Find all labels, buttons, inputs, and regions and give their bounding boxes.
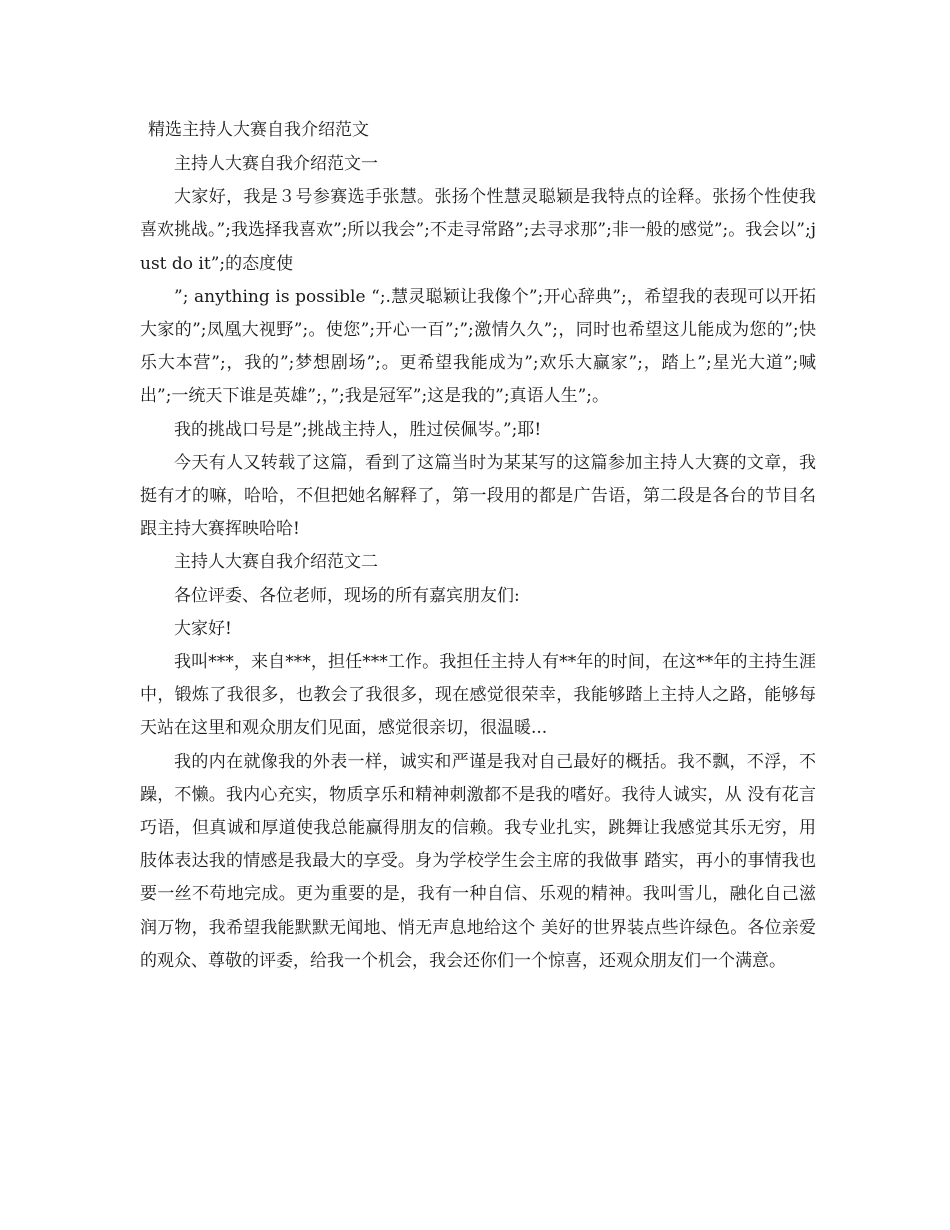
paragraph: 我的内在就像我的外表一样，诚实和严谨是我对自己最好的概括。我不飘，不浮，不躁，不懒。我内心充实，物质享乐和精神刺激都不是我的嗜好。我待人诚实，从 没有花言巧语，但真诚和厚道使我总能赢得朋友的信赖。我专业扎实，跳舞让我感觉其乐无穷，用肢体表达我的情感是我最大的享受。身为学校学生会主席的我做事 踏实，再小的事情我也要一丝不苟地完成。更为重要的是，我有一种自信、乐观的精神。我叫雪儿，融化自己滋润万物，我希望我能默默无闻地、悄无声息地给这个 美好的世界装点些许绿色。各位亲爱的观众、尊敬的评委，给我一个机会，我会还你们一个惊喜，还观众朋友们一个满意。 — [140, 751, 816, 971]
paragraph: ”; anything is possible “;.慧灵聪颖让我像个”;开心辞典”;，希望我的表现可以开拓大家的”;凤凰大视野”;。使您”;开心一百”;”;激情久久”;，同时也希望这儿能成为您的”;快乐大本营”;，我的”;梦想剧场”;。更希望我能成为”;欢乐大赢家”;，踏上”;星光大道”;喊出”;一统天下谁是英雄”;，”;我是冠军”;这是我的”;真语人生”;。 — [140, 286, 816, 407]
section-heading-2: 主持人大赛自我介绍范文二 — [174, 552, 378, 573]
section-heading-1: 主持人大赛自我介绍范文一 — [174, 154, 378, 174]
paragraph: 今天有人又转载了这篇，看到了这篇当时为某某写的这篇参加主持人大赛的文章，我挺有才的嘛，哈哈，不但把她名解释了，第一段用的都是广告语，第二段是各台的节目名跟主持大赛挥映哈哈! — [140, 452, 816, 540]
paragraph: 各位评委、各位老师，现场的所有嘉宾朋友们: — [174, 585, 520, 606]
paragraph: 大家好! — [174, 618, 232, 639]
paragraph: 我的挑战口号是”;挑战主持人，胜过侯佩岑。”;耶! — [174, 419, 542, 440]
paragraph: 我叫***，来自***，担任***工作。我担任主持人有**年的时间，在这**年的主持生涯中，锻炼了我很多，也教会了我很多，现在感觉很荣幸，我能够踏上主持人之路，能够每天站在这里和观众朋友们见面，感觉很亲切，很温暖... — [140, 652, 816, 739]
document-title: 精选主持人大赛自我介绍范文 — [148, 120, 369, 140]
paragraph: 大家好，我是３号参赛选手张慧。张扬个性慧灵聪颖是我特点的诠释。张扬个性使我喜欢挑战。”;我选择我喜欢”;所以我会”;不走寻常路”;去寻求那”;非一般的感觉”;。我会以”;just do it”;的态度使 — [140, 187, 816, 274]
document-body — [140, 148, 816, 978]
